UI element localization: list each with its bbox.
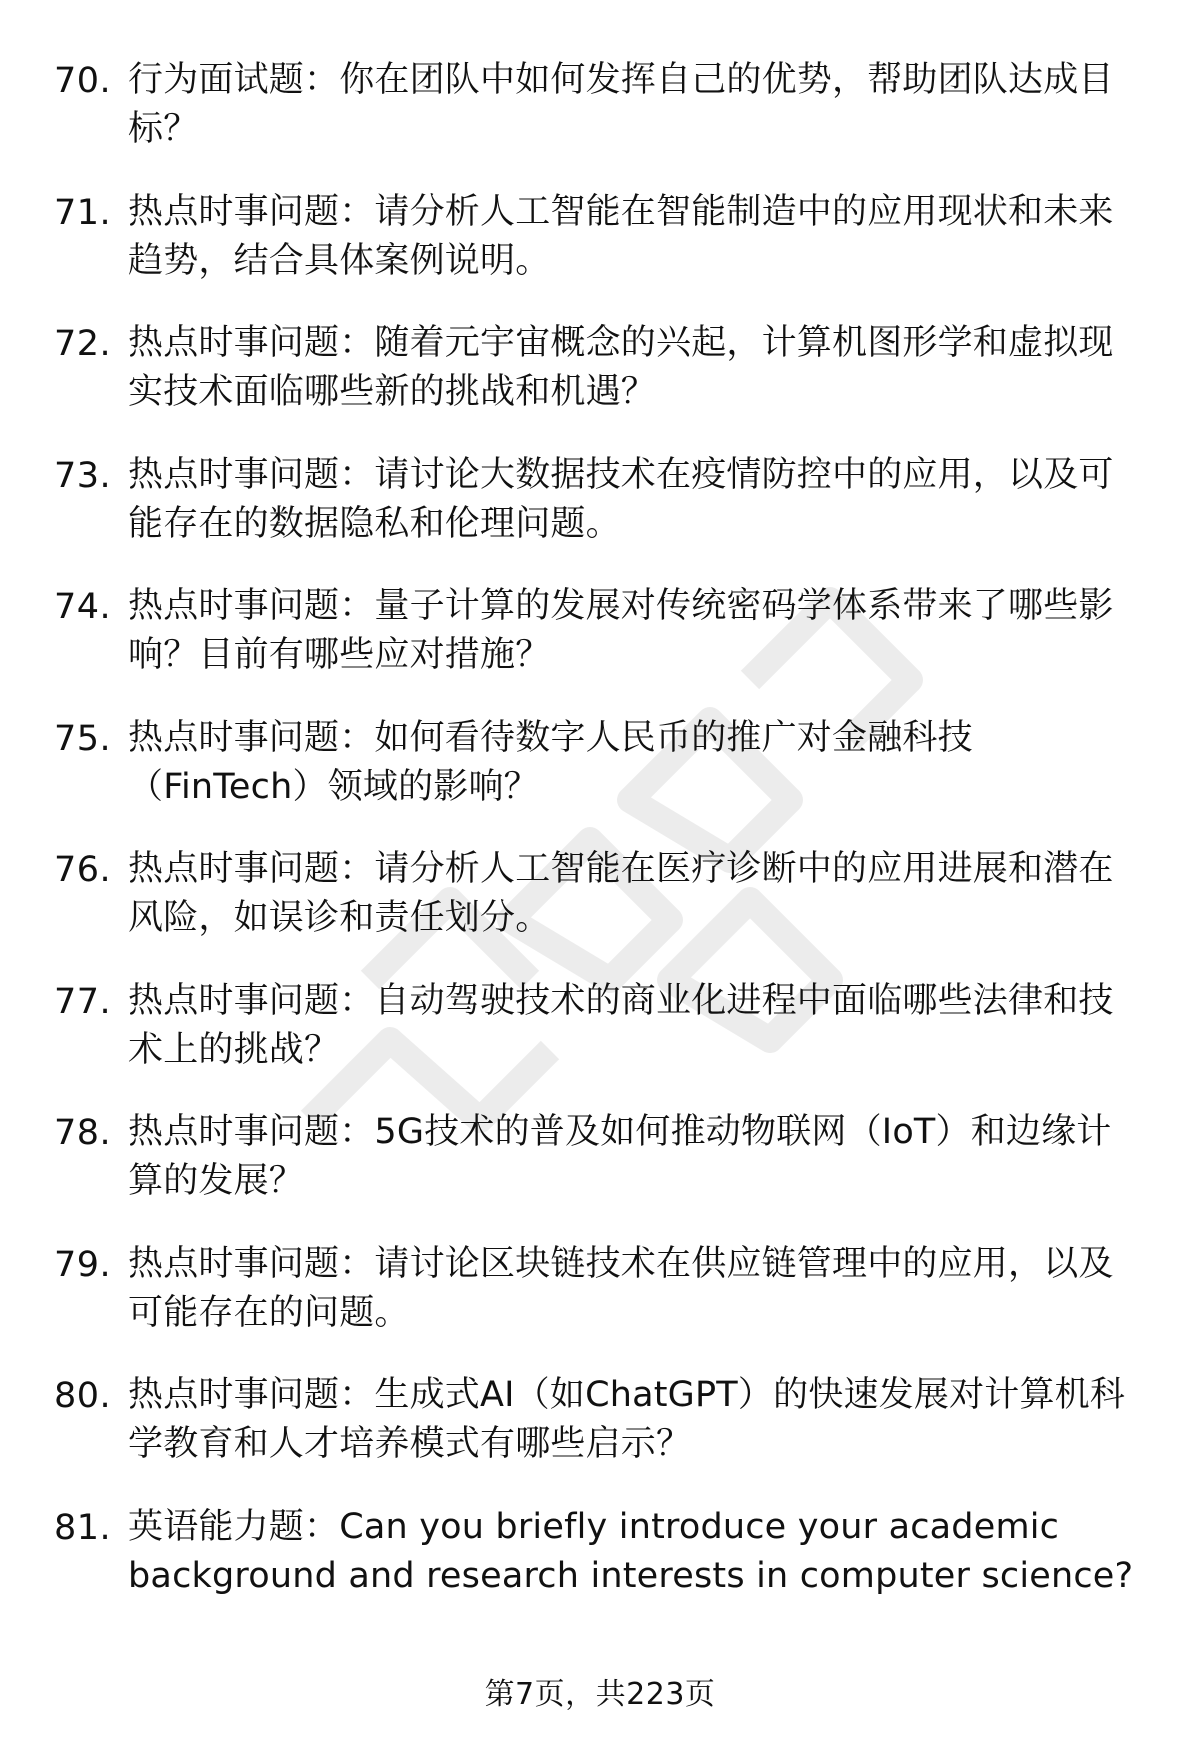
question-number: 72. [54, 324, 112, 364]
question-number: 71. [54, 192, 112, 233]
list-item [0, 977, 1200, 1088]
list-item [0, 1240, 1200, 1351]
list-item [0, 188, 1200, 299]
question-text: 热点时事问题：如何看待数字人民币的推广对金融科技 （FinTech）领域的影响？ [128, 717, 973, 807]
question-text: 热点时事问题：请分析人工智能在智能制造中的应用现状和未来 趋势，结合具体案例说明。 [128, 191, 1114, 281]
question-text: 热点时事问题：自动驾驶技术的商业化进程中面临哪些法律和技 术上的挑战？ [128, 980, 1114, 1070]
question-text: 热点时事问题：生成式AI（如ChatGPT）的快速发展对计算机科 学教育和人才培养模式有哪些启示？ [128, 1375, 1126, 1464]
list-item [0, 845, 1200, 956]
question-number: 70. [54, 61, 112, 101]
list-item [0, 582, 1200, 693]
list-item [0, 1108, 1200, 1219]
page-indicator: 第7页，共223页 [484, 1677, 716, 1712]
question-text: 热点时事问题：随着元宇宙概念的兴起，计算机图形学和虚拟现 实技术面临哪些新的挑战和机遇？ [128, 323, 1114, 412]
question-number: 73. [54, 455, 112, 496]
list-item [0, 451, 1200, 562]
question-text: 热点时事问题：量子计算的发展对传统密码学体系带来了哪些影 响？目前有哪些应对措施？ [128, 586, 1114, 675]
question-text: 热点时事问题：请讨论区块链技术在供应链管理中的应用，以及 可能存在的问题。 [128, 1243, 1114, 1333]
question-list [0, 56, 1200, 1634]
list-item [0, 1503, 1200, 1614]
question-text: 热点时事问题：请分析人工智能在医疗诊断中的应用进展和潜在 风险，如误诊和责任划分。 [128, 849, 1114, 938]
list-item [0, 1371, 1200, 1482]
question-number: 78. [54, 1113, 112, 1153]
question-number: 75. [54, 718, 112, 759]
question-number: 79. [54, 1244, 112, 1285]
question-text: 热点时事问题：请讨论大数据技术在疫情防控中的应用，以及可 能存在的数据隐私和伦理问题。 [128, 454, 1114, 544]
question-number: 81. [54, 1507, 112, 1548]
list-item [0, 714, 1200, 825]
question-number: 74. [54, 587, 112, 627]
question-text: 行为面试题：你在团队中如何发挥自己的优势，帮助团队达成目 标？ [128, 60, 1114, 149]
list-item [0, 56, 1200, 167]
question-number: 77. [54, 981, 112, 1022]
question-text: 英语能力题：Can you briefly introduce your academic background and research interests in computer science? [128, 1506, 1134, 1596]
list-item [0, 319, 1200, 430]
question-number: 80. [54, 1376, 112, 1416]
question-number: 76. [54, 850, 112, 890]
question-text: 热点时事问题：5G技术的普及如何推动物联网（IoT）和边缘计 算的发展？ [128, 1112, 1112, 1201]
